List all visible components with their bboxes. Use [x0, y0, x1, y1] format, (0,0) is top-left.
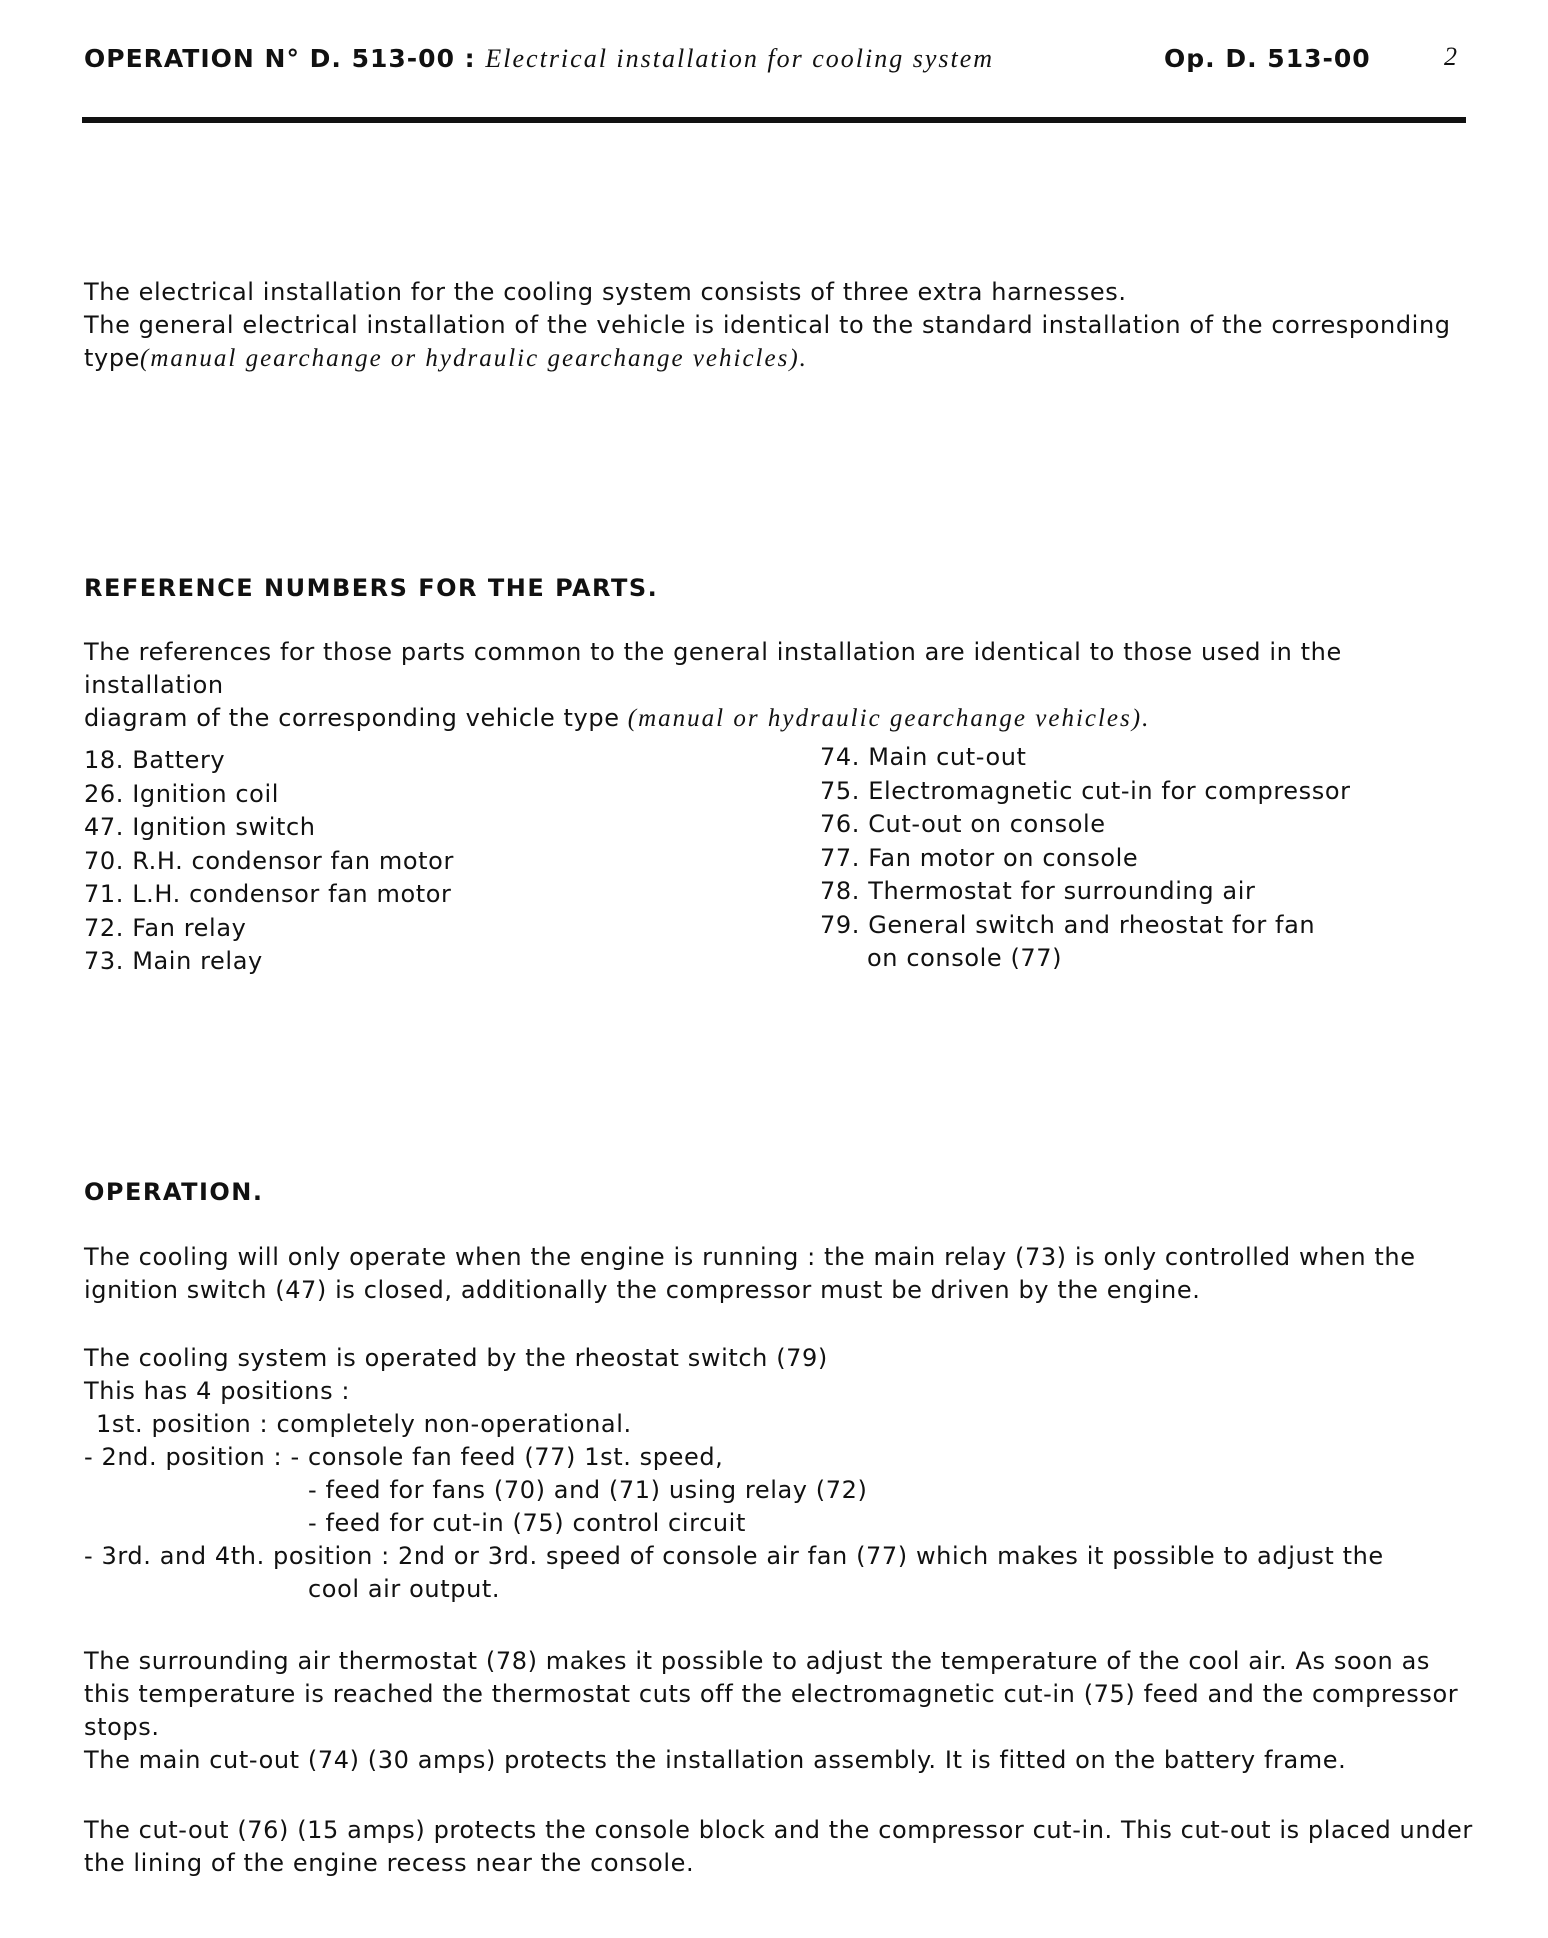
list-item: 47. Ignition switch: [84, 813, 316, 841]
intro-vehicle-types: (manual gearchange or hydraulic gearchange vehicles).: [140, 345, 808, 372]
operation-title: [84, 44, 994, 74]
position-subitem: cool air output.: [308, 1575, 501, 1603]
list-item: 75. Electromagnetic cut-in for compressor: [820, 776, 1351, 805]
operation-title-italic: Electrical installation for cooling system: [485, 44, 995, 73]
list-item-continuation: on console (77): [867, 944, 1063, 972]
text-line: ignition switch (47) is closed, additionally the compressor must be driven by the engine.: [84, 1276, 1201, 1304]
list-item: 26. Ignition coil: [84, 779, 280, 808]
position-item: - 2nd. position : - console fan feed (77) 1st. speed,: [84, 1443, 724, 1471]
list-item: 79. General switch and rheostat for fan: [820, 910, 1316, 939]
intro-paragraph: [84, 276, 1474, 375]
text-line: stops.: [84, 1713, 160, 1741]
operation-paragraph-4: [84, 1814, 1474, 1880]
operation-heading: OPERATION.: [84, 1178, 264, 1206]
reference-paragraph: [84, 636, 1474, 735]
list-item: 71. L.H. condensor fan motor: [84, 880, 452, 908]
operation-reference: Op. D. 513-00: [1164, 44, 1371, 73]
parts-list-left: [84, 744, 454, 979]
position-item: - 3rd. and 4th. position : 2nd or 3rd. speed of console air fan (77) which makes it possible to adjust the: [84, 1542, 1384, 1570]
intro-line: The general electrical installation of the vehicle is identical to the standard installation of the corresponding: [84, 311, 1451, 339]
operation-label: OPERATION N° D. 513-00 :: [84, 44, 476, 73]
list-item: 77. Fan motor on console: [820, 843, 1139, 872]
text-line: The cooling system is operated by the rheostat switch (79): [84, 1344, 828, 1372]
list-item: 72. Fan relay: [84, 913, 247, 942]
page-number: 2: [1444, 42, 1457, 71]
parts-list-right: [820, 741, 1351, 976]
position-subitem: - feed for fans (70) and (71) using relay (72): [308, 1476, 868, 1504]
list-item: 73. Main relay: [84, 947, 263, 975]
text-line: this temperature is reached the thermostat cuts off the electromagnetic cut-in (75) feed and the compressor: [84, 1680, 1459, 1708]
intro-line: [84, 342, 1474, 375]
operation-positions: [84, 1342, 1474, 1606]
list-item: 18. Battery: [84, 746, 226, 774]
reference-line-text: diagram of the corresponding vehicle type: [84, 704, 620, 732]
text-line: This has 4 positions :: [84, 1377, 351, 1405]
operation-paragraph-1: [84, 1241, 1474, 1307]
operation-paragraph-3: [84, 1645, 1474, 1777]
position-subitem: - feed for cut-in (75) control circuit: [308, 1509, 746, 1537]
reference-line: [84, 702, 1474, 735]
text-line: The cooling will only operate when the engine is running : the main relay (73) is only controlled when the: [84, 1243, 1416, 1271]
text-line: The main cut-out (74) (30 amps) protects the installation assembly. It is fitted on the battery frame.: [84, 1746, 1347, 1774]
list-item: 76. Cut-out on console: [820, 810, 1106, 838]
page-header: [84, 44, 1464, 80]
reference-line: The references for those parts common to the general installation are identical to those used in the installation: [84, 638, 1342, 699]
text-line: The cut-out (76) (15 amps) protects the console block and the compressor cut-in. This cut-out is placed under: [84, 1816, 1473, 1844]
list-item: 78. Thermostat for surrounding air: [820, 877, 1256, 905]
intro-line: The electrical installation for the cooling system consists of three extra harnesses.: [84, 278, 1127, 306]
intro-type-word: type: [84, 344, 141, 372]
text-line: The surrounding air thermostat (78) makes it possible to adjust the temperature of the cool air. As soon as: [84, 1647, 1430, 1675]
header-rule: [82, 117, 1466, 123]
list-item: 74. Main cut-out: [820, 743, 1027, 771]
text-line: the lining of the engine recess near the console.: [84, 1849, 695, 1877]
position-item: 1st. position : completely non-operational.: [96, 1410, 632, 1438]
list-item: 70. R.H. condensor fan motor: [84, 846, 454, 875]
reference-vehicle-types: (manual or hydraulic gearchange vehicles).: [627, 705, 1151, 732]
reference-heading: REFERENCE NUMBERS FOR THE PARTS.: [84, 574, 659, 602]
